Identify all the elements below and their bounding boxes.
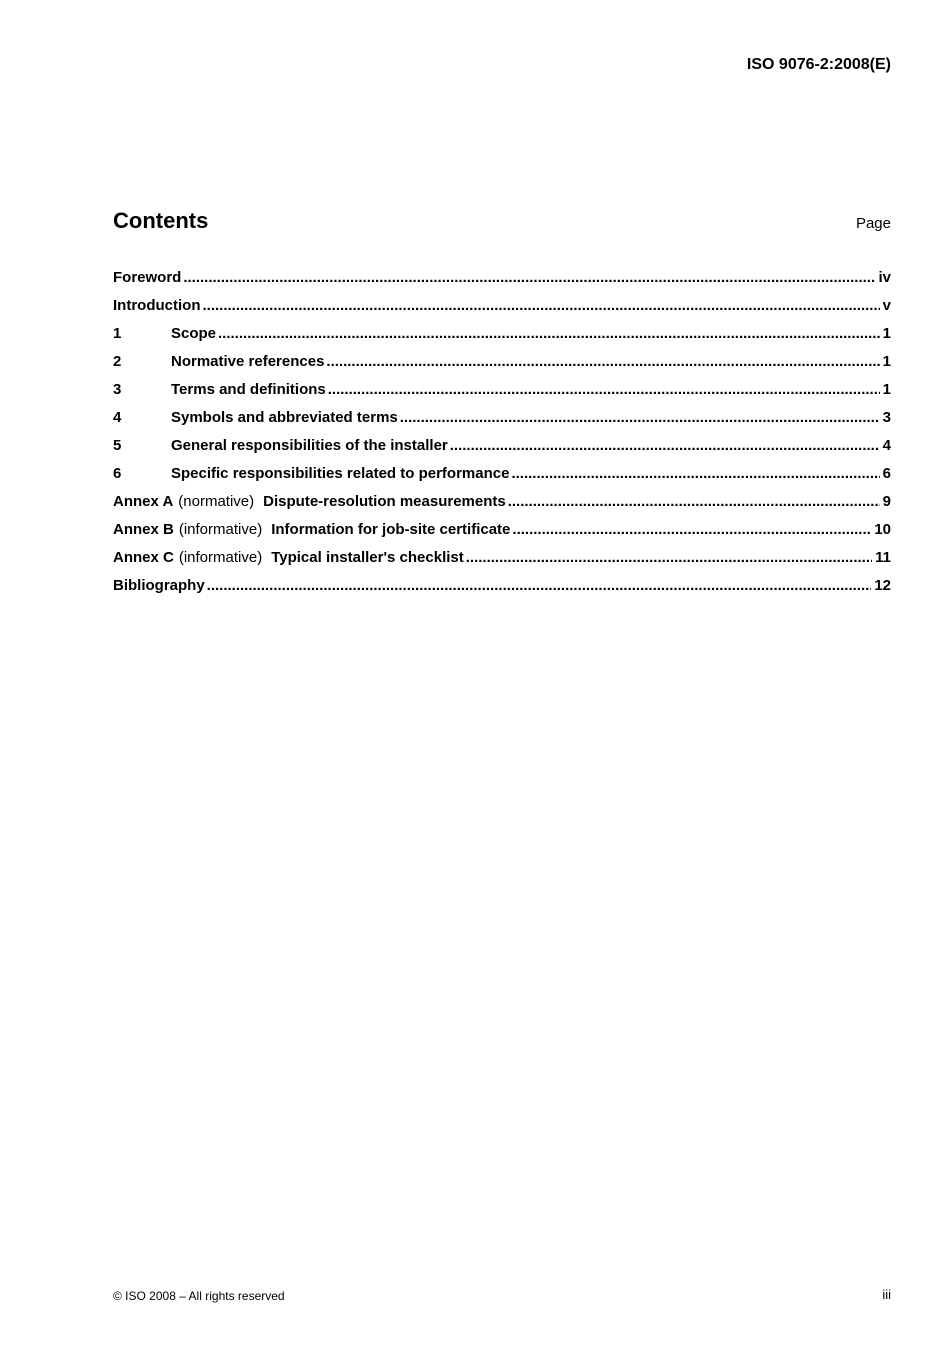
toc-entry-annex-qualifier: (informative) xyxy=(178,521,263,538)
toc-entry[interactable] xyxy=(113,409,891,437)
footer-page-number: iii xyxy=(882,1287,891,1302)
toc-entry[interactable] xyxy=(113,269,891,297)
toc-entry-title: Bibliography xyxy=(113,577,205,594)
toc-entry-page: 12 xyxy=(874,577,891,594)
toc-entry[interactable] xyxy=(113,297,891,325)
footer-copyright: © ISO 2008 – All rights reserved xyxy=(113,1289,285,1303)
toc-entry[interactable] xyxy=(113,549,891,577)
toc-dot-leader xyxy=(400,409,880,426)
toc-dot-leader xyxy=(508,493,880,510)
toc-entry-page: iv xyxy=(878,269,891,286)
toc-entry-number: 1 xyxy=(113,325,122,342)
toc-entry-page: 1 xyxy=(882,325,891,342)
toc-entry-page: 3 xyxy=(882,409,891,426)
toc-entry[interactable] xyxy=(113,353,891,381)
toc-entry[interactable] xyxy=(113,437,891,465)
toc-entry-number: 4 xyxy=(113,409,122,426)
toc-dot-leader xyxy=(466,549,872,566)
toc-entry-title: Introduction xyxy=(113,297,201,314)
toc-entry-title: Normative references xyxy=(171,353,325,370)
toc-dot-leader xyxy=(218,325,880,342)
toc-dot-leader xyxy=(450,437,880,454)
toc-entry-number: 2 xyxy=(113,353,122,370)
contents-title: Contents xyxy=(113,208,209,233)
toc-entry-page: 9 xyxy=(882,493,891,510)
toc-dot-leader xyxy=(202,297,879,314)
toc-entry[interactable] xyxy=(113,325,891,353)
toc-entry[interactable] xyxy=(113,381,891,409)
toc-entry-annex-prefix: Annex A xyxy=(113,493,174,510)
contents-header xyxy=(113,208,891,234)
toc-entry-title: Terms and definitions xyxy=(171,381,326,398)
toc-entry-title: Symbols and abbreviated terms xyxy=(171,409,398,426)
toc-dot-leader xyxy=(183,269,875,286)
toc-entry-page: 10 xyxy=(874,521,891,538)
toc-entry[interactable] xyxy=(113,521,891,549)
document-id: ISO 9076-2:2008(E) xyxy=(746,56,891,73)
toc-entry-page: 6 xyxy=(882,465,891,482)
toc-dot-leader xyxy=(512,521,871,538)
table-of-contents xyxy=(113,269,891,605)
toc-entry-title: Specific responsibilities related to performance xyxy=(171,465,510,482)
toc-entry-title: General responsibilities of the installer xyxy=(171,437,448,454)
toc-entry-number: 5 xyxy=(113,437,122,454)
toc-entry-title: Foreword xyxy=(113,269,182,286)
toc-dot-leader xyxy=(511,465,879,482)
toc-entry-title: Information for job-site certificate xyxy=(271,521,511,538)
toc-entry-annex-prefix: Annex C xyxy=(113,549,174,566)
toc-dot-leader xyxy=(207,577,872,594)
toc-entry-page: 11 xyxy=(875,549,891,566)
toc-entry-annex-qualifier: (normative) xyxy=(178,493,255,510)
toc-entry-title: Dispute-resolution measurements xyxy=(263,493,506,510)
toc-entry-annex-qualifier: (informative) xyxy=(178,549,263,566)
toc-entry-title: Typical installer's checklist xyxy=(271,549,464,566)
toc-entry-title: Scope xyxy=(171,325,217,342)
page-column-label: Page xyxy=(855,215,891,232)
toc-dot-leader xyxy=(326,353,879,370)
toc-entry-page: 1 xyxy=(882,381,891,398)
toc-entry[interactable] xyxy=(113,465,891,493)
toc-entry-number: 6 xyxy=(113,465,122,482)
toc-entry-page: v xyxy=(882,297,891,314)
toc-entry-page: 4 xyxy=(882,437,891,454)
toc-entry-number: 3 xyxy=(113,381,122,398)
toc-entry-annex-prefix: Annex B xyxy=(113,521,174,538)
toc-entry-page: 1 xyxy=(882,353,891,370)
toc-entry[interactable] xyxy=(113,577,891,605)
toc-entry[interactable] xyxy=(113,493,891,521)
toc-dot-leader xyxy=(328,381,880,398)
